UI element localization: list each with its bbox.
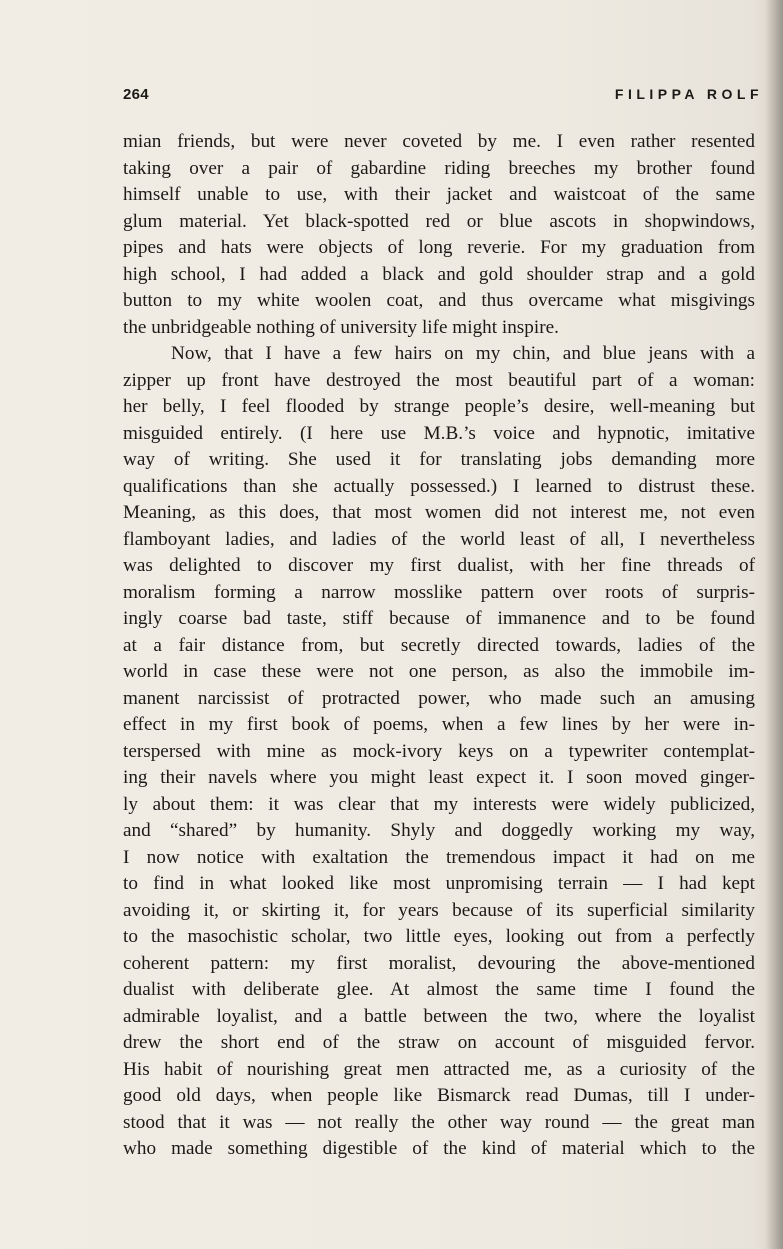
text-line: coherent pattern: my first moralist, devouring the above-mentioned (123, 952, 755, 974)
page-edge-shadow (765, 0, 783, 1249)
text-line: stood that it was — not really the other way round — the great man (123, 1111, 755, 1133)
text-line: dualist with deliberate glee. At almost the same time I found the (123, 979, 755, 1000)
text-line: ly about them: it was clear that my interests were widely publicized, (123, 793, 755, 815)
text-line: effect in my first book of poems, when a few lines by her were in- (123, 714, 755, 735)
text-line: to find in what looked like most unpromising terrain — I had kept (123, 873, 755, 894)
text-line: was delighted to discover my first dualist, with her fine threads of (123, 555, 755, 576)
text-line: terspersed with mine as mock-ivory keys on a typewriter contemplat- (123, 740, 755, 762)
text-line: at a fair distance from, but secretly directed towards, ladies of the (123, 634, 755, 656)
text-line: world in case these were not one person, as also the immobile im- (123, 661, 755, 682)
text-line: her belly, I feel flooded by strange people’s desire, well-meaning but (123, 396, 755, 417)
text-line: taking over a pair of gabardine riding breeches my brother found (123, 157, 755, 179)
text-line: avoiding it, or skirting it, for years because of its superficial similarity (123, 899, 755, 921)
running-head-author: FILIPPA ROLF (614, 86, 763, 102)
text-line: to the masochistic scholar, two little eyes, looking out from a perfectly (123, 926, 755, 947)
text-line: who made something digestible of the kind of material which to the (123, 1138, 755, 1159)
text-line: the unbridgeable nothing of university life might inspire. (123, 316, 559, 338)
text-line: flamboyant ladies, and ladies of the world least of all, I nevertheless (123, 528, 755, 550)
text-line: glum material. Yet black-spotted red or blue ascots in shopwindows, (123, 210, 755, 232)
text-line: mian friends, but were never coveted by me. I even rather resented (123, 131, 755, 152)
text-line: himself unable to use, with their jacket and waistcoat of the same (123, 184, 755, 205)
page-number: 264 (123, 86, 149, 103)
text-line: His habit of nourishing great men attracted me, as a curiosity of the (123, 1058, 755, 1080)
text-line: moralism forming a narrow mosslike pattern over roots of surpris- (123, 581, 755, 603)
paragraph (123, 341, 755, 1163)
text-line: zipper up front have destroyed the most beautiful part of a woman: (123, 369, 755, 391)
text-line: misguided entirely. (I here use M.B.’s voice and hypnotic, imitative (123, 422, 755, 444)
text-line: good old days, when people like Bismarck read Dumas, till I under- (123, 1085, 755, 1106)
text-line: button to my white woolen coat, and thus overcame what misgivings (123, 290, 755, 311)
text-line: drew the short end of the straw on account of misguided fervor. (123, 1032, 755, 1053)
text-line: qualifications than she actually possessed.) I learned to distrust these. (123, 475, 755, 497)
text-line: and “shared” by humanity. Shyly and doggedly working my way, (123, 820, 755, 841)
paragraph (123, 129, 755, 341)
text-line: manent narcissist of protracted power, who made such an amusing (123, 687, 755, 709)
text-line: way of writing. She used it for translating jobs demanding more (123, 449, 755, 470)
running-head (123, 86, 763, 108)
text-line: high school, I had added a black and gold shoulder strap and a gold (123, 263, 755, 285)
body-text (123, 129, 755, 1163)
text-line: pipes and hats were objects of long reverie. For my graduation from (123, 237, 755, 258)
text-line: admirable loyalist, and a battle between the two, where the loyalist (123, 1005, 755, 1027)
text-line: I now notice with exaltation the tremendous impact it had on me (123, 846, 755, 868)
text-line: Meaning, as this does, that most women did not interest me, not even (123, 502, 755, 523)
text-line: ingly coarse bad taste, stiff because of immanence and to be found (123, 608, 755, 629)
text-line: ing their navels where you might least expect it. I soon moved ginger- (123, 767, 755, 788)
text-line: Now, that I have a few hairs on my chin, and blue jeans with a (171, 343, 755, 364)
